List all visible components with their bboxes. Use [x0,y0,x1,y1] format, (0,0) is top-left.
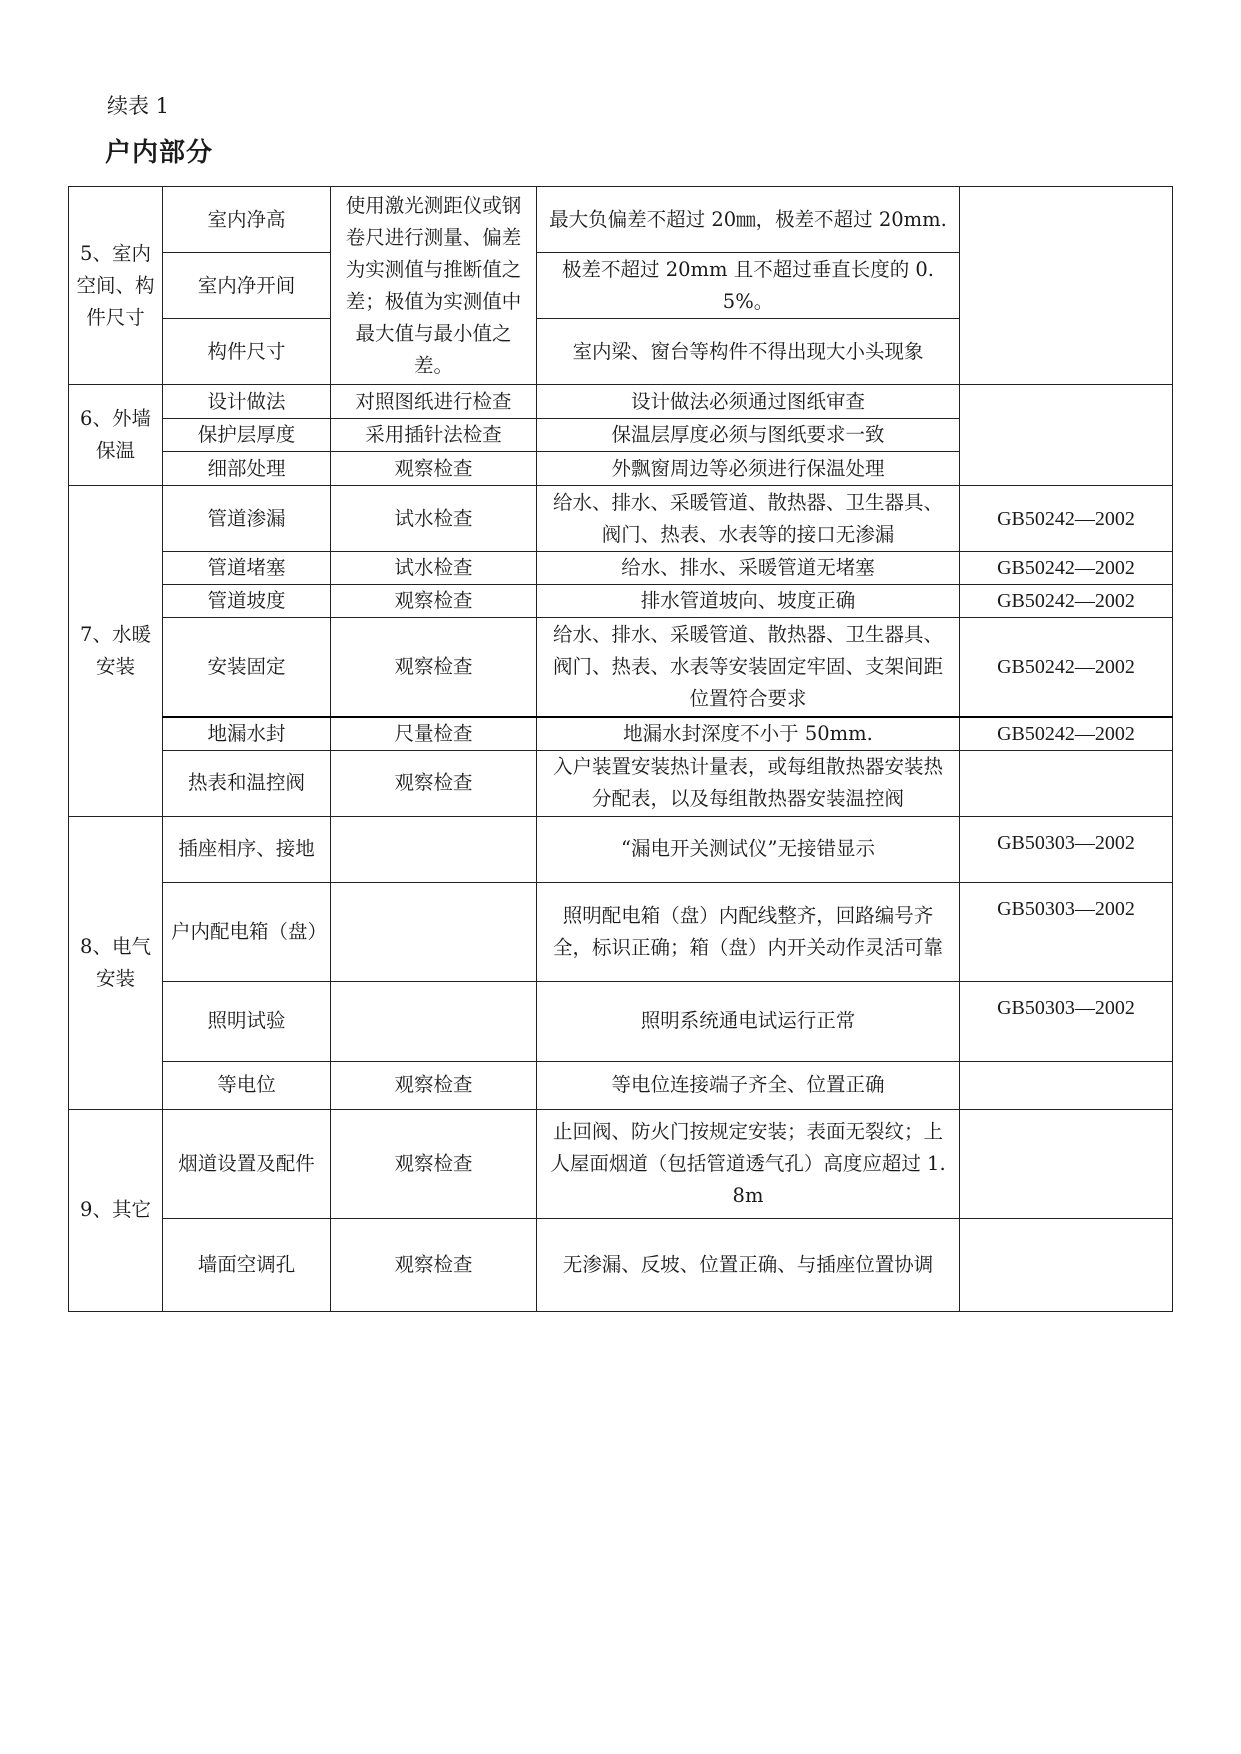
table-row [69,1061,1173,1109]
standard-cell: GB50242—2002 [960,618,1173,717]
method-cell: 观察检查 [331,585,537,618]
item-cell: 设计做法 [163,385,331,419]
requirement-cell: 极差不超过 20mm 且不超过垂直长度的 0.5%。 [537,253,960,319]
group-label: 8、电气安装 [69,816,163,1109]
requirement-cell: 等电位连接端子齐全、位置正确 [537,1061,960,1109]
method-cell: 观察检查 [331,1061,537,1109]
item-cell: 户内配电箱（盘） [163,882,331,981]
standard-cell: GB50303—2002 [960,882,1173,981]
item-cell: 热表和温控阀 [163,750,331,816]
table-row [69,717,1173,751]
method-cell: 采用插针法检查 [331,419,537,452]
table-row [69,585,1173,618]
requirement-cell: 外飘窗周边等必须进行保温处理 [537,452,960,486]
requirement-cell: “漏电开关测试仪”无接错显示 [537,816,960,882]
requirement-cell: 排水管道坡向、坡度正确 [537,585,960,618]
item-cell: 构件尺寸 [163,319,331,385]
group-label: 9、其它 [69,1109,163,1311]
item-cell: 室内净高 [163,187,331,253]
section-title: 户内部分 [105,138,214,168]
group-label: 7、水暖安装 [69,486,163,817]
item-cell: 室内净开间 [163,253,331,319]
requirement-cell: 设计做法必须通过图纸审查 [537,385,960,419]
table-row [69,1109,1173,1218]
requirement-cell: 止回阀、防火门按规定安装；表面无裂纹；上人屋面烟道（包括管道透气孔）高度应超过 1.8m [537,1109,960,1218]
standard-cell [960,1218,1173,1311]
requirement-cell: 给水、排水、采暖管道无堵塞 [537,552,960,585]
group-label: 5、室内空间、构件尺寸 [69,187,163,385]
table-row [69,187,1173,253]
method-cell: 观察检查 [331,750,537,816]
table-row [69,385,1173,419]
standard-cell: GB50303—2002 [960,981,1173,1061]
standard-cell: GB50242—2002 [960,552,1173,585]
table-row [69,816,1173,882]
item-cell: 细部处理 [163,452,331,486]
item-cell: 保护层厚度 [163,419,331,452]
method-cell: 试水检查 [331,552,537,585]
table-row [69,882,1173,981]
method-cell: 使用激光测距仪或钢卷尺进行测量、偏差为实测值与推断值之差；极值为实测值中最大值与最小值之差。 [331,187,537,385]
method-cell: 观察检查 [331,618,537,717]
item-cell: 等电位 [163,1061,331,1109]
method-cell [331,882,537,981]
table-row [69,1218,1173,1311]
requirement-cell: 给水、排水、采暖管道、散热器、卫生器具、阀门、热表、水表等安装固定牢固、支架间距位置符合要求 [537,618,960,717]
item-cell: 安装固定 [163,618,331,717]
item-cell: 地漏水封 [163,717,331,751]
standard-cell: GB50242—2002 [960,585,1173,618]
method-cell: 尺量检查 [331,717,537,751]
requirement-cell: 保温层厚度必须与图纸要求一致 [537,419,960,452]
inspection-table [68,186,1173,1312]
group-label: 6、外墙保温 [69,385,163,486]
method-cell: 观察检查 [331,452,537,486]
requirement-cell: 照明系统通电试运行正常 [537,981,960,1061]
method-cell: 试水检查 [331,486,537,552]
standard-cell: GB50242—2002 [960,486,1173,552]
requirement-cell: 无渗漏、反坡、位置正确、与插座位置协调 [537,1218,960,1311]
standard-cell [960,1061,1173,1109]
standard-cell [960,385,1173,486]
table-row [69,486,1173,552]
item-cell: 烟道设置及配件 [163,1109,331,1218]
standard-cell [960,750,1173,816]
standard-cell: GB50242—2002 [960,717,1173,751]
requirement-cell: 入户装置安装热计量表，或每组散热器安装热分配表，以及每组散热器安装温控阀 [537,750,960,816]
standard-cell: GB50303—2002 [960,816,1173,882]
item-cell: 插座相序、接地 [163,816,331,882]
standard-cell [960,187,1173,385]
requirement-cell: 地漏水封深度不小于 50mm. [537,717,960,751]
item-cell: 照明试验 [163,981,331,1061]
table-row [69,552,1173,585]
item-cell: 墙面空调孔 [163,1218,331,1311]
requirement-cell: 室内梁、窗台等构件不得出现大小头现象 [537,319,960,385]
requirement-cell: 给水、排水、采暖管道、散热器、卫生器具、阀门、热表、水表等的接口无渗漏 [537,486,960,552]
method-cell [331,981,537,1061]
method-cell: 观察检查 [331,1109,537,1218]
method-cell: 观察检查 [331,1218,537,1311]
method-cell [331,816,537,882]
requirement-cell: 照明配电箱（盘）内配线整齐，回路编号齐全，标识正确；箱（盘）内开关动作灵活可靠 [537,882,960,981]
item-cell: 管道堵塞 [163,552,331,585]
standard-cell [960,1109,1173,1218]
table-row [69,981,1173,1061]
table-row [69,750,1173,816]
table-caption: 续表 1 [107,94,170,118]
method-cell: 对照图纸进行检查 [331,385,537,419]
item-cell: 管道坡度 [163,585,331,618]
requirement-cell: 最大负偏差不超过 20㎜，极差不超过 20mm. [537,187,960,253]
item-cell: 管道渗漏 [163,486,331,552]
table-row [69,618,1173,717]
